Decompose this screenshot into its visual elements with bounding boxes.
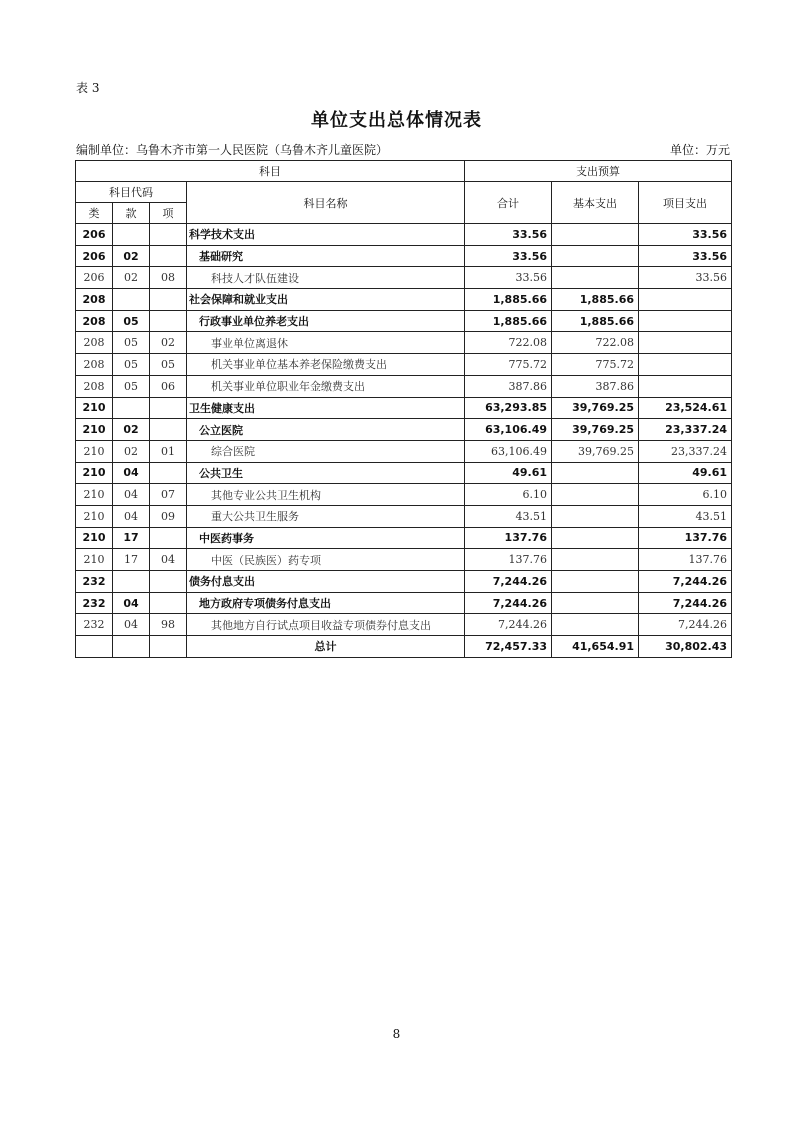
- cell-basic: 1,885.66: [552, 289, 639, 311]
- cell-basic: 39,769.25: [552, 397, 639, 419]
- table-row: [76, 224, 732, 246]
- table-row: [76, 505, 732, 527]
- table-row: [76, 592, 732, 614]
- table-body: [76, 224, 732, 636]
- total-project: 30,802.43: [639, 636, 732, 658]
- total-cell-kuan: [113, 636, 150, 658]
- cell-lei: 206: [76, 224, 113, 246]
- cell-basic: [552, 224, 639, 246]
- cell-kuan: 05: [113, 354, 150, 376]
- cell-subject-name: 基础研究: [187, 245, 465, 267]
- header-kuan: 款: [113, 203, 150, 224]
- cell-lei: 210: [76, 419, 113, 441]
- cell-basic: [552, 267, 639, 289]
- total-cell-xiang: [150, 636, 187, 658]
- cell-total: 63,106.49: [465, 440, 552, 462]
- cell-basic: 39,769.25: [552, 440, 639, 462]
- cell-project: [639, 375, 732, 397]
- expenditure-table: [75, 160, 732, 658]
- cell-total: 6.10: [465, 484, 552, 506]
- cell-xiang: 05: [150, 354, 187, 376]
- cell-kuan: 04: [113, 505, 150, 527]
- table-row: [76, 245, 732, 267]
- cell-lei: 210: [76, 527, 113, 549]
- header-project: 项目支出: [639, 182, 732, 224]
- cell-subject-name: 科技人才队伍建设: [187, 267, 465, 289]
- cell-xiang: [150, 289, 187, 311]
- total-row: [76, 636, 732, 658]
- cell-kuan: 02: [113, 267, 150, 289]
- cell-xiang: 02: [150, 332, 187, 354]
- header-total: 合计: [465, 182, 552, 224]
- cell-basic: [552, 614, 639, 636]
- cell-xiang: [150, 224, 187, 246]
- cell-project: 33.56: [639, 245, 732, 267]
- header-basic: 基本支出: [552, 182, 639, 224]
- cell-kuan: [113, 289, 150, 311]
- cell-basic: [552, 527, 639, 549]
- cell-kuan: 02: [113, 245, 150, 267]
- header-code: 科目代码: [76, 182, 187, 203]
- cell-basic: [552, 484, 639, 506]
- cell-lei: 232: [76, 571, 113, 593]
- table-row: [76, 440, 732, 462]
- cell-project: 6.10: [639, 484, 732, 506]
- cell-kuan: 02: [113, 419, 150, 441]
- table-row: [76, 484, 732, 506]
- total-cell-lei: [76, 636, 113, 658]
- cell-project: 137.76: [639, 527, 732, 549]
- cell-subject-name: 科学技术支出: [187, 224, 465, 246]
- cell-xiang: [150, 310, 187, 332]
- cell-basic: 775.72: [552, 354, 639, 376]
- cell-lei: 210: [76, 440, 113, 462]
- cell-xiang: 01: [150, 440, 187, 462]
- cell-project: [639, 332, 732, 354]
- cell-kuan: 02: [113, 440, 150, 462]
- table-row: [76, 289, 732, 311]
- cell-subject-name: 行政事业单位养老支出: [187, 310, 465, 332]
- cell-project: 7,244.26: [639, 592, 732, 614]
- table-row: [76, 614, 732, 636]
- cell-total: 33.56: [465, 245, 552, 267]
- total-basic: 41,654.91: [552, 636, 639, 658]
- cell-kuan: 04: [113, 614, 150, 636]
- cell-xiang: 04: [150, 549, 187, 571]
- cell-lei: 232: [76, 614, 113, 636]
- total-sum: 72,457.33: [465, 636, 552, 658]
- table-row: [76, 527, 732, 549]
- cell-basic: [552, 571, 639, 593]
- cell-lei: 206: [76, 267, 113, 289]
- cell-project: [639, 289, 732, 311]
- cell-xiang: [150, 397, 187, 419]
- cell-project: 23,337.24: [639, 440, 732, 462]
- header-budget: 支出预算: [465, 161, 732, 182]
- cell-xiang: 07: [150, 484, 187, 506]
- organization-label: 编制单位：乌鲁木齐市第一人民医院（乌鲁木齐儿童医院）: [76, 143, 389, 157]
- table-header: [76, 161, 732, 224]
- cell-xiang: [150, 462, 187, 484]
- cell-total: 7,244.26: [465, 592, 552, 614]
- cell-subject-name: 地方政府专项债务付息支出: [187, 592, 465, 614]
- header-subject: 科目: [76, 161, 465, 182]
- cell-total: 7,244.26: [465, 571, 552, 593]
- cell-kuan: 05: [113, 375, 150, 397]
- cell-lei: 208: [76, 375, 113, 397]
- cell-kuan: 17: [113, 549, 150, 571]
- cell-total: 49.61: [465, 462, 552, 484]
- cell-xiang: [150, 592, 187, 614]
- table-row: [76, 549, 732, 571]
- cell-lei: 210: [76, 484, 113, 506]
- cell-total: 43.51: [465, 505, 552, 527]
- cell-subject-name: 机关事业单位职业年金缴费支出: [187, 375, 465, 397]
- table-row: [76, 332, 732, 354]
- page-title: 单位支出总体情况表: [311, 110, 482, 131]
- cell-project: 43.51: [639, 505, 732, 527]
- cell-basic: [552, 462, 639, 484]
- header-xiang: 项: [150, 203, 187, 224]
- table-row: [76, 267, 732, 289]
- cell-total: 387.86: [465, 375, 552, 397]
- cell-total: 775.72: [465, 354, 552, 376]
- cell-lei: 210: [76, 397, 113, 419]
- cell-basic: 387.86: [552, 375, 639, 397]
- cell-lei: 210: [76, 505, 113, 527]
- cell-basic: [552, 549, 639, 571]
- cell-subject-name: 公立医院: [187, 419, 465, 441]
- cell-total: 33.56: [465, 267, 552, 289]
- cell-project: 23,337.24: [639, 419, 732, 441]
- table-row: [76, 310, 732, 332]
- cell-kuan: [113, 224, 150, 246]
- cell-project: 7,244.26: [639, 614, 732, 636]
- cell-subject-name: 重大公共卫生服务: [187, 505, 465, 527]
- page-number: 8: [392, 1027, 401, 1041]
- cell-subject-name: 中医（民族医）药专项: [187, 549, 465, 571]
- cell-xiang: 98: [150, 614, 187, 636]
- cell-subject-name: 机关事业单位基本养老保险缴费支出: [187, 354, 465, 376]
- cell-basic: [552, 592, 639, 614]
- cell-basic: 39,769.25: [552, 419, 639, 441]
- cell-lei: 232: [76, 592, 113, 614]
- table-row: [76, 419, 732, 441]
- table-row: [76, 462, 732, 484]
- table-row: [76, 375, 732, 397]
- cell-xiang: 06: [150, 375, 187, 397]
- cell-xiang: 09: [150, 505, 187, 527]
- cell-basic: [552, 245, 639, 267]
- cell-project: [639, 354, 732, 376]
- cell-total: 63,293.85: [465, 397, 552, 419]
- cell-kuan: [113, 571, 150, 593]
- cell-kuan: 05: [113, 310, 150, 332]
- cell-xiang: [150, 245, 187, 267]
- cell-subject-name: 其他专业公共卫生机构: [187, 484, 465, 506]
- cell-xiang: [150, 527, 187, 549]
- cell-subject-name: 公共卫生: [187, 462, 465, 484]
- cell-project: 137.76: [639, 549, 732, 571]
- cell-project: 49.61: [639, 462, 732, 484]
- cell-total: 63,106.49: [465, 419, 552, 441]
- header-lei: 类: [76, 203, 113, 224]
- cell-basic: 1,885.66: [552, 310, 639, 332]
- total-label: 总计: [187, 636, 465, 658]
- cell-xiang: 08: [150, 267, 187, 289]
- cell-total: 33.56: [465, 224, 552, 246]
- cell-total: 137.76: [465, 527, 552, 549]
- cell-project: 33.56: [639, 267, 732, 289]
- cell-kuan: 04: [113, 462, 150, 484]
- cell-project: 33.56: [639, 224, 732, 246]
- cell-subject-name: 中医药事务: [187, 527, 465, 549]
- cell-lei: 210: [76, 462, 113, 484]
- header-name: 科目名称: [187, 182, 465, 224]
- cell-subject-name: 事业单位离退休: [187, 332, 465, 354]
- table-row: [76, 397, 732, 419]
- cell-kuan: 05: [113, 332, 150, 354]
- cell-subject-name: 其他地方自行试点项目收益专项债券付息支出: [187, 614, 465, 636]
- cell-lei: 210: [76, 549, 113, 571]
- cell-xiang: [150, 571, 187, 593]
- cell-kuan: [113, 397, 150, 419]
- cell-basic: [552, 505, 639, 527]
- cell-total: 7,244.26: [465, 614, 552, 636]
- table-row: [76, 354, 732, 376]
- cell-kuan: 17: [113, 527, 150, 549]
- cell-lei: 208: [76, 310, 113, 332]
- cell-total: 137.76: [465, 549, 552, 571]
- cell-xiang: [150, 419, 187, 441]
- cell-lei: 206: [76, 245, 113, 267]
- table-row: [76, 571, 732, 593]
- cell-subject-name: 综合医院: [187, 440, 465, 462]
- cell-subject-name: 债务付息支出: [187, 571, 465, 593]
- unit-label: 单位：万元: [669, 143, 730, 157]
- cell-subject-name: 社会保障和就业支出: [187, 289, 465, 311]
- cell-kuan: 04: [113, 484, 150, 506]
- cell-basic: 722.08: [552, 332, 639, 354]
- cell-lei: 208: [76, 289, 113, 311]
- table-number-label: 表 3: [76, 81, 100, 95]
- cell-lei: 208: [76, 354, 113, 376]
- cell-project: 7,244.26: [639, 571, 732, 593]
- cell-project: [639, 310, 732, 332]
- cell-subject-name: 卫生健康支出: [187, 397, 465, 419]
- cell-kuan: 04: [113, 592, 150, 614]
- cell-project: 23,524.61: [639, 397, 732, 419]
- cell-lei: 208: [76, 332, 113, 354]
- cell-total: 722.08: [465, 332, 552, 354]
- cell-total: 1,885.66: [465, 289, 552, 311]
- cell-total: 1,885.66: [465, 310, 552, 332]
